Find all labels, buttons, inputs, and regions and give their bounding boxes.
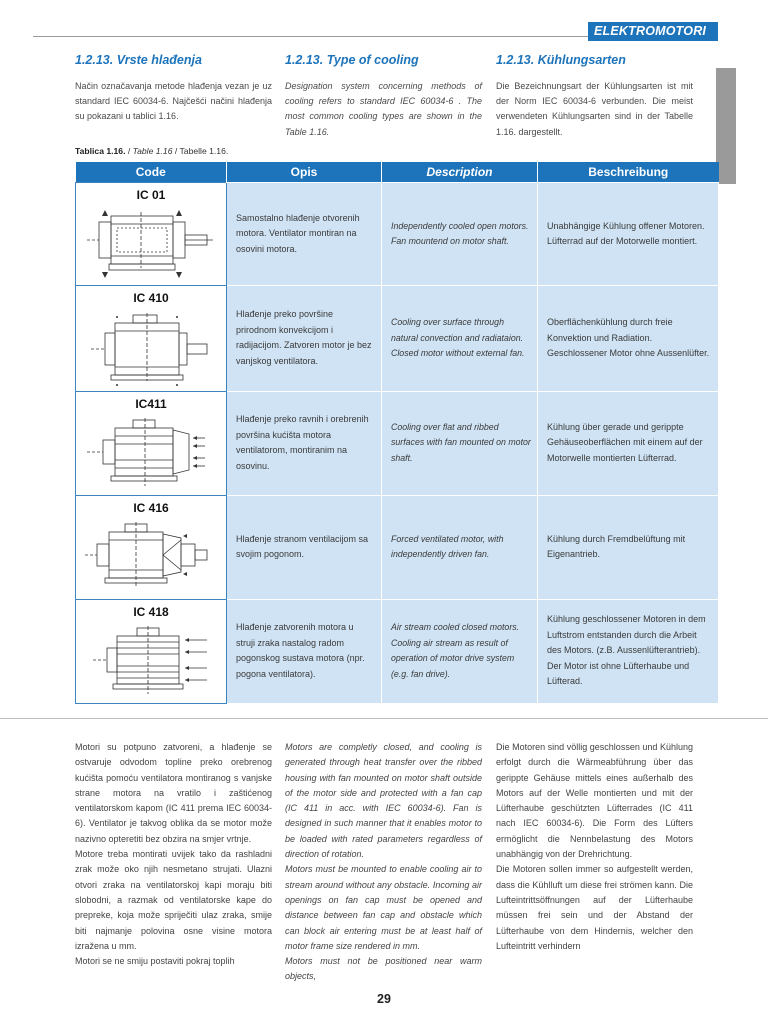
code-cell [76, 495, 227, 599]
intro-en: Designation system concerning methods of cooling refers to standard IEC 60034-6 . The most common cooling types are shown in the Table 1.16. [285, 81, 482, 137]
table-row [76, 495, 719, 599]
heading-en: 1.2.13. Type of cooling [285, 53, 419, 67]
cooling-types-table [75, 162, 719, 704]
opis-cell: Hlađenje stranom ventilacijom sa svojim pogonom. [227, 495, 382, 599]
body-paragraph: Die Motoren sind völlig geschlossen und Kühlung erfolgt durch die Wärmeabführung über das gerippte Gehäuse mittels eines außerhalb des Motors auf der Welle montierten und mit der Lüfterhaube geschützten Lüfterrades (IC 411 nach IEC 60034-6). Die Form des Lüfters ermöglicht die Nennbelastung des Motors unabhängig von der Drehrichtung. [496, 742, 693, 860]
description-cell: Independently cooled open motors. Fan mountend on motor shaft. [382, 183, 538, 286]
cooling-code: IC 01 [136, 188, 166, 202]
header-beschreibung: Beschreibung [538, 162, 719, 183]
table-row [76, 286, 719, 392]
beschreibung-cell: Kühlung durch Fremdbelüftung mit Eigenantrieb. [538, 495, 719, 599]
table-row [76, 599, 719, 703]
page-number: 29 [377, 992, 391, 1006]
intro-de: Die Bezeichnungsart der Kühlungsarten ist mit der Norm IEC 60034-6 verbunden. Die meist verwendeten Kühlungsarten sind in der Tabelle 1.16. dargestellt. [496, 81, 693, 137]
intro-hr: Način označavanja metode hlađenja vezan je uz standard IEC 60034-6. Najčešći načini hlađenja su pokazani u tablici 1.16. [75, 81, 272, 122]
body-paragraph: Motors are completly closed, and cooling is generated through heat transfer over the ribbed housing with fan mounted on motor shaft outside of the motor side and protected with a fan cap (IC 411 in acc. with IEC 60034-6). Fan is designed in such manner that it enables motor to be loaded with rated parameters regardless of direction of rotation. [285, 742, 482, 860]
body-paragraph: Motors must be mounted to enable cooling air to stream around without any obstacle. Incoming air openings on fan cap must be opened and distance between fan cap and obstacle which can block air entering must be at least half of motor frame size rendered in mm. [285, 864, 482, 951]
heading-hr: 1.2.13. Vrste hlađenja [75, 53, 202, 67]
header-description: Description [382, 162, 538, 183]
code-cell [76, 391, 227, 495]
header-rule [33, 36, 588, 37]
heading-de: 1.2.13. Kühlungsarten [496, 53, 626, 67]
body-column-de [496, 740, 693, 954]
description-cell: Air stream cooled closed motors. Cooling air stream as result of operation of motor drive system (e.g. fan drive). [382, 599, 538, 703]
table-row [76, 183, 719, 286]
body-column-en [285, 740, 482, 985]
cooling-code: IC411 [135, 396, 167, 411]
section-brand-label: ELEKTROMOTORI [588, 22, 718, 41]
body-paragraph: Motori su potpuno zatvoreni, a hlađenje se ostvaruje odvodom topline preko orebrenog kućišta pomoću ventilatora montiranog s vanjske strane motora na vratilo i zaštićenog ventilatorskom kapom (IC 411 prema IEC 60034-6). Ventilator je takvog oblika da se motor može nazivno opteretiti bez obzira na smjer vrtnje. [75, 742, 272, 844]
cooling-code: IC 410 [133, 291, 169, 305]
beschreibung-cell: Kühlung über gerade und gerippte Gehäuseoberflächen mit einem auf der Motorwelle montierten Lüfterrad. [538, 391, 719, 495]
code-cell [76, 599, 227, 703]
header-code: Code [76, 162, 227, 183]
opis-cell: Hlađenje preko ravnih i orebrenih površina kućišta motora ventilatorom, montiranim na osovinu. [227, 391, 382, 495]
cooling-code: IC 416 [133, 500, 169, 515]
description-cell: Cooling over surface through natural convection and radiataion. Closed motor without external fan. [382, 286, 538, 392]
table-row [76, 391, 719, 495]
body-paragraph: Motori se ne smiju postaviti pokraj toplih [75, 956, 235, 967]
body-column-hr [75, 740, 272, 969]
table-header-row [76, 162, 719, 183]
body-paragraph: Motors must not be positioned near warm objects, [285, 956, 482, 982]
table-caption: Tablica 1.16. / Table 1.16 / Tabelle 1.16. [75, 146, 229, 156]
body-paragraph: Die Motoren sollen immer so aufgestellt werden, dass die Kühlluft um diese frei strömen kann. Die Lufteintrittsöffnungen auf der Lüfterhaube müssen frei sein und der Abstand der Lüfterhaube von dem Hindernis, welcher den Lufteintritt verhindern [496, 864, 693, 951]
beschreibung-cell: Oberflächenkühlung durch freie Konvektion und Radiation. Geschlossener Motor ohne Aussenlüfter. [538, 286, 719, 392]
side-thumb-tab [716, 68, 736, 184]
motor-airstream-drawing-icon [81, 624, 221, 702]
beschreibung-cell: Unabhängige Kühlung offener Motoren. Lüfterrad auf der Motorwelle montiert. [538, 183, 719, 286]
description-cell: Forced ventilated motor, with independently driven fan. [382, 495, 538, 599]
cooling-code: IC 418 [133, 604, 169, 619]
section-divider [0, 718, 768, 719]
motor-open-drawing-icon [81, 208, 221, 284]
motor-forced-ventilation-drawing-icon [81, 520, 221, 598]
opis-cell: Hlađenje zatvorenih motora u struji zraka nastalog radom pogonskog sustava motora (npr. pogona ventilatora). [227, 599, 382, 703]
motor-closed-drawing-icon [81, 311, 221, 391]
beschreibung-cell: Kühlung geschlossener Motoren in dem Luftstrom entstanden durch die Arbeit des Motors. (z.B. Aussenlüfterantrieb). Der Motor ist ohne Lüfterhaube und Lüfterad. [538, 599, 719, 703]
opis-cell: Samostalno hlađenje otvorenih motora. Ventilator montiran na osovini motora. [227, 183, 382, 286]
header-opis: Opis [227, 162, 382, 183]
opis-cell: Hlađenje preko površine prirodnom konvekcijom i radijacijom. Zatvoren motor je bez vanjskog ventilatora. [227, 286, 382, 392]
code-cell [76, 286, 227, 392]
code-cell [76, 183, 227, 286]
motor-ribbed-fan-drawing-icon [81, 416, 221, 494]
body-paragraph: Motore treba montirati uvijek tako da rashladni zrak može oko njih nesmetano strujati. Ulazni otvori zraka na ventilatorskoj kapi moraju biti slobodni, a razmak od ventilatorske kape do prepreke, koja može spriječiti ulaz zraka, smije biti najmanje polovina osne visine motora izražena u mm. [75, 849, 272, 951]
description-cell: Cooling over flat and ribbed surfaces with fan mounted on motor shaft. [382, 391, 538, 495]
